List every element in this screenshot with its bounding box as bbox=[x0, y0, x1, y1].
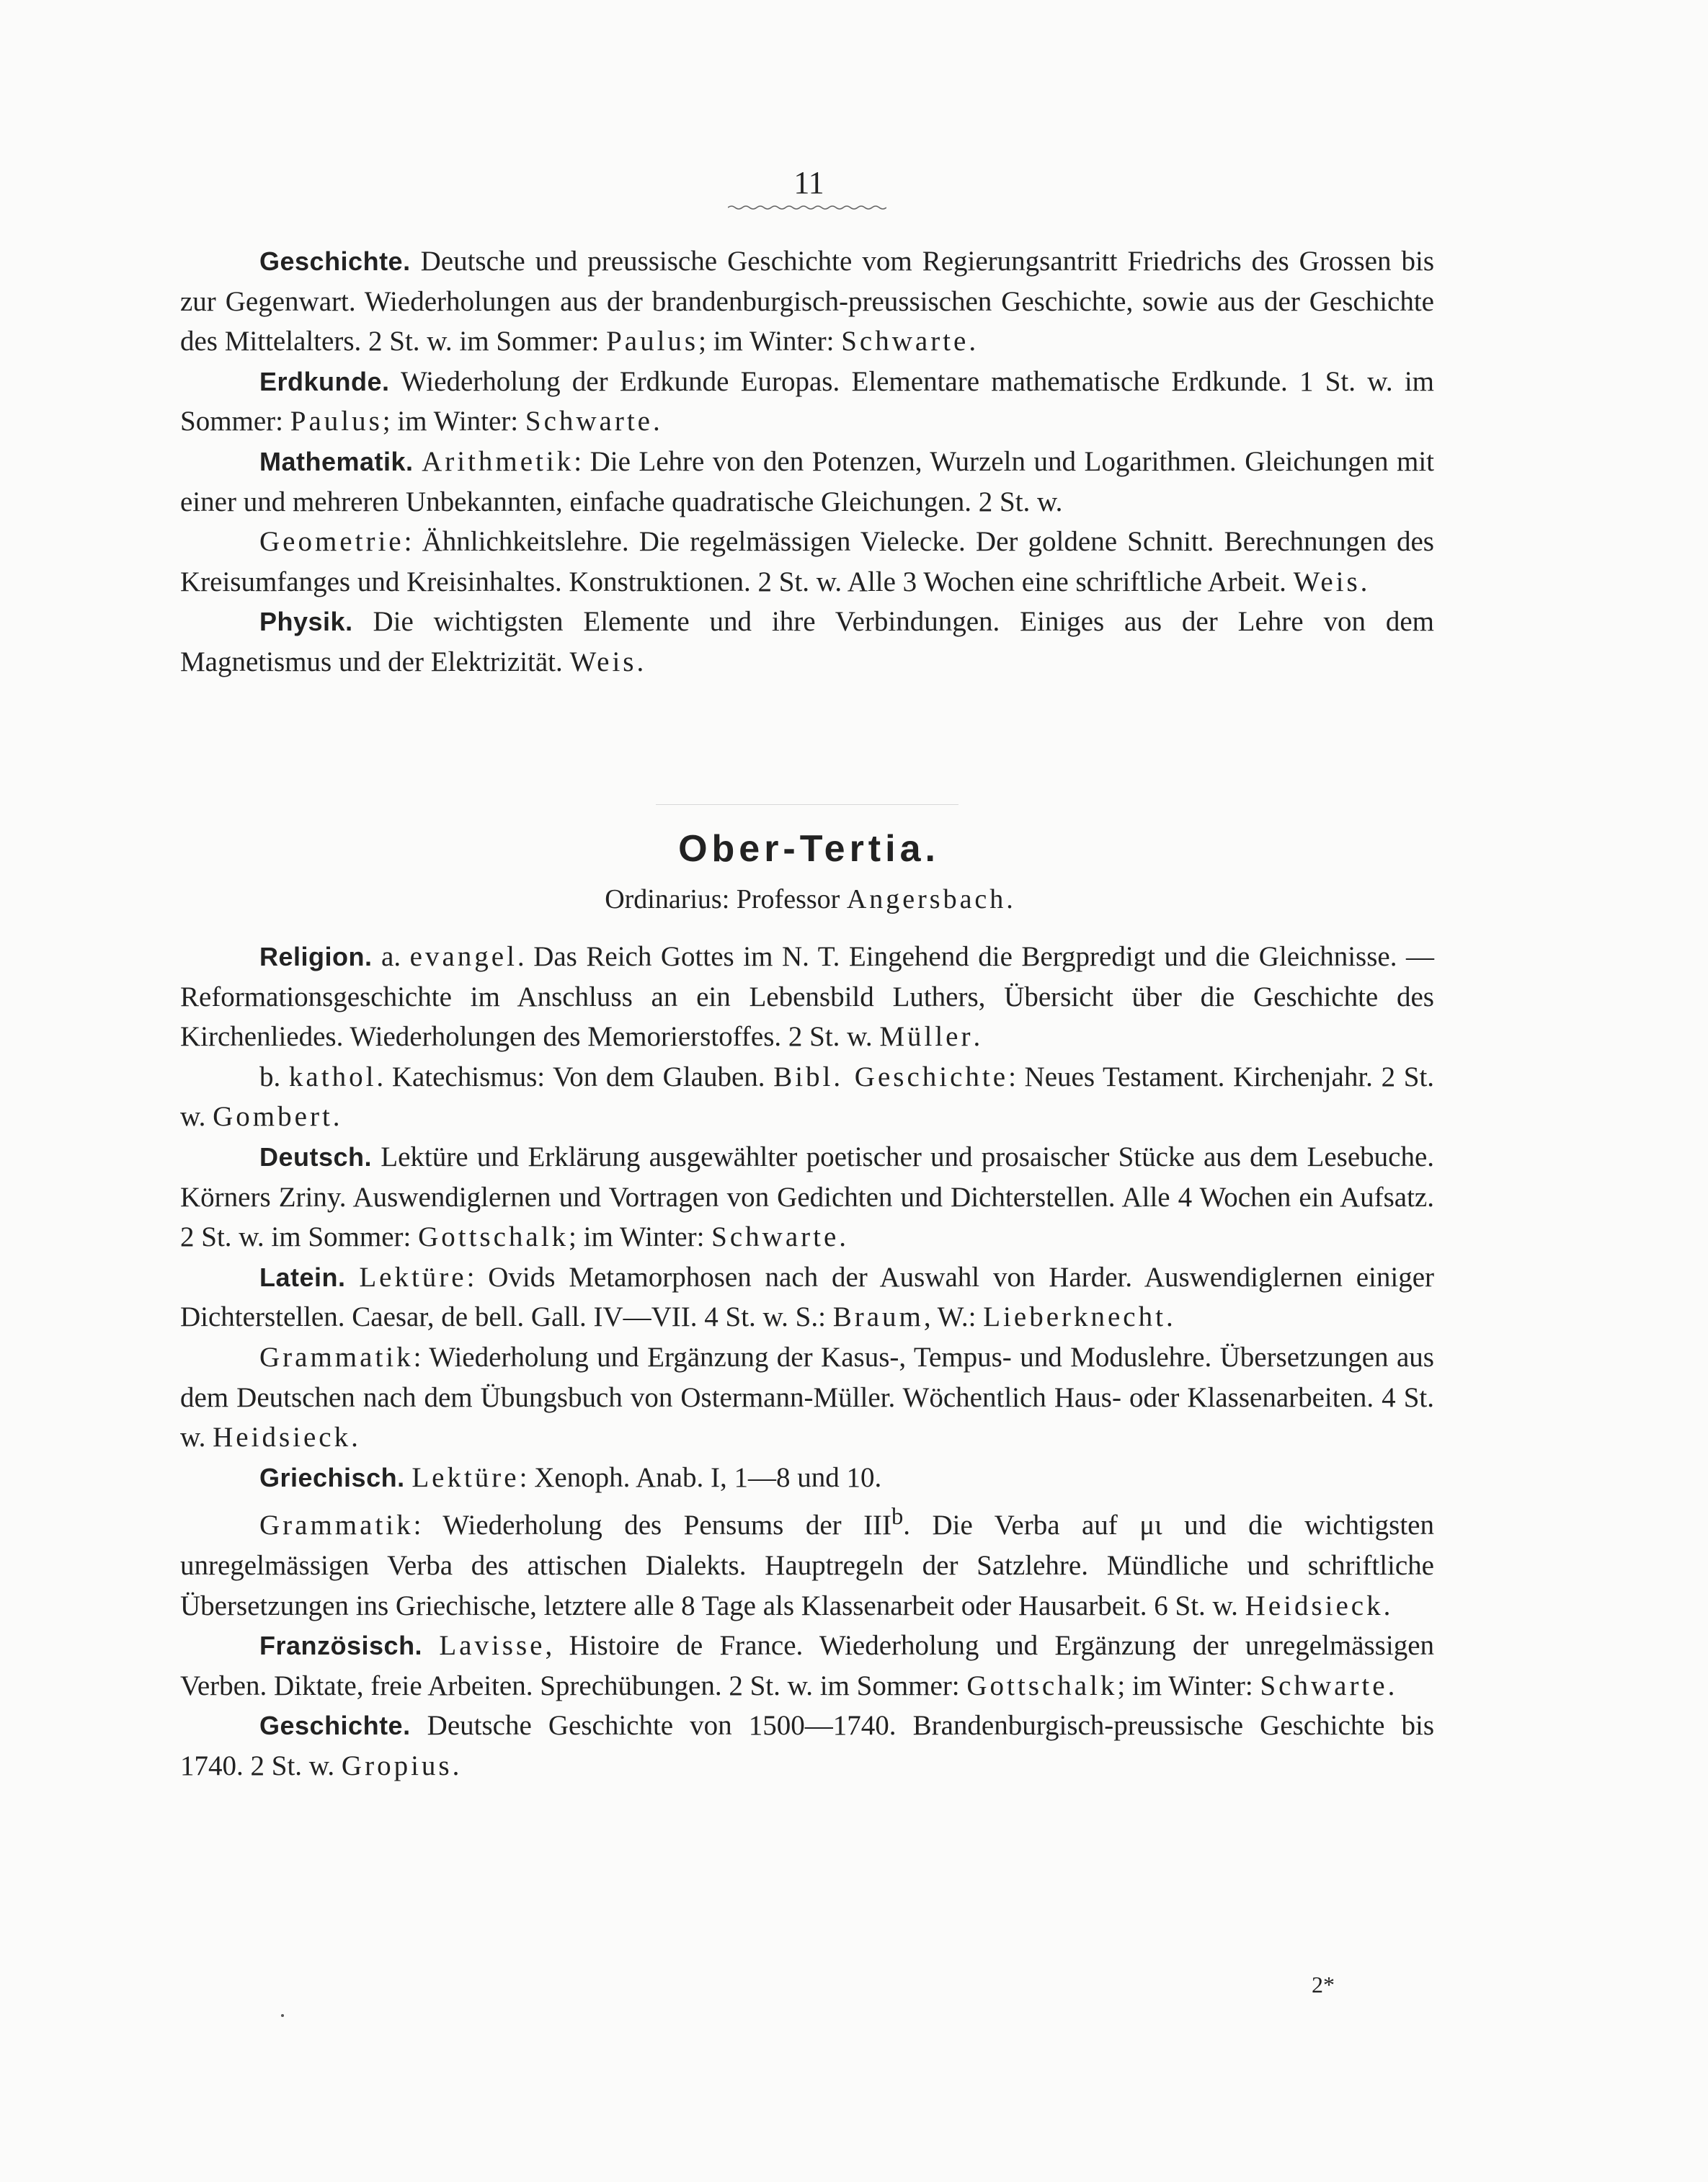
subject-heading: Religion. bbox=[259, 942, 373, 971]
ordinarius-text: . bbox=[1006, 884, 1013, 914]
paragraph-spaced-name: Müller bbox=[879, 1021, 974, 1053]
paragraph-text: Die wichtigsten Elemente und ihre Verbindungen. Einiges aus der Lehre von dem Magnetismus und der Elektrizität. bbox=[180, 606, 1434, 677]
paragraph-spaced-name: evangel bbox=[409, 941, 517, 972]
paragraph-text: . bbox=[1360, 566, 1368, 597]
paragraph-text: . bbox=[839, 1221, 847, 1253]
paragraph-spaced-name: Paulus bbox=[290, 406, 383, 437]
paragraph-text: : Wiederholung und Ergänzung der Kasus-, Tempus- und Moduslehre. Übersetzungen aus dem Deutschen nach dem Übungsbuch von Ostermann-Müller. Wöchentlich Haus- oder Klassenarbeiten. 4 St. w. bbox=[180, 1341, 1434, 1453]
paragraph-text: : Die Lehre von den Potenzen, Wurzeln und Logarithmen. Gleichungen mit einer und mehreren Unbekannten, einfache quadratische Gleichungen. 2 St. w. bbox=[180, 445, 1434, 517]
subject-heading: Mathematik. bbox=[259, 446, 414, 476]
curriculum-section-ober-tertia bbox=[180, 937, 1434, 1786]
signature-mark: 2* bbox=[1312, 1972, 1335, 1998]
subject-heading: Physik. bbox=[259, 607, 353, 637]
paragraph-spaced-name: kathol bbox=[288, 1061, 377, 1092]
paragraph-text: . bbox=[1165, 1301, 1173, 1333]
subject-heading: Latein. bbox=[259, 1262, 346, 1292]
paragraph-text: . bbox=[1387, 1670, 1395, 1701]
paragraph-spaced-name: Schwarte bbox=[711, 1221, 840, 1253]
subject-paragraph bbox=[180, 1337, 1434, 1458]
subject-heading: Erdkunde. bbox=[259, 366, 390, 396]
paragraph-spaced-name: Gropius bbox=[341, 1750, 453, 1781]
paragraph-text: . bbox=[652, 406, 660, 437]
paragraph-text bbox=[414, 446, 422, 477]
paragraph-spaced-name: Grammatik bbox=[259, 1341, 414, 1373]
class-heading: Ober-Tertia. bbox=[678, 828, 940, 870]
paragraph-text: : Xenoph. Anab. I, 1—8 und 10. bbox=[519, 1461, 882, 1493]
paragraph-text: . bbox=[452, 1750, 460, 1781]
paragraph-text: . bbox=[351, 1422, 358, 1453]
paragraph-text: ; im Winter: bbox=[1117, 1670, 1260, 1701]
paragraph-text: Wiederholung der Erdkunde Europas. Elementare mathematische Erdkunde. 1 St. w. im Sommer: bbox=[180, 365, 1434, 437]
paragraph-text bbox=[405, 1462, 412, 1493]
ordinarius-line bbox=[0, 881, 1618, 918]
subject-paragraph bbox=[180, 1257, 1434, 1337]
wavy-ornament-rule bbox=[728, 205, 886, 210]
paragraph-spaced-name: Gottschalk bbox=[418, 1221, 569, 1253]
paragraph-text: a. bbox=[372, 941, 410, 972]
paragraph-spaced-name: Grammatik bbox=[259, 1510, 414, 1541]
subject-paragraph bbox=[180, 1626, 1434, 1706]
subject-paragraph bbox=[180, 1137, 1434, 1257]
paragraph-text: . bbox=[1383, 1590, 1391, 1621]
paragraph-spaced-name: Gottschalk bbox=[966, 1670, 1118, 1701]
paragraph-text: . bbox=[332, 1101, 340, 1133]
paragraph-spaced-name: Heidsieck bbox=[213, 1422, 352, 1453]
paragraph-text: ; im Winter: bbox=[569, 1221, 712, 1253]
paragraph-spaced-name: Schwarte bbox=[1260, 1670, 1388, 1701]
paragraph-text: , Histoire de France. Wiederholung und Ergänzung der unregelmässigen Verben. Diktate, freie Arbeiten. Sprechübungen. 2 St. w. im Sommer: bbox=[180, 1630, 1435, 1701]
paragraph-text: Lektüre und Erklärung ausgewählter poetischer und prosaischer Stücke aus dem Lesebuche. Körners Zriny. Auswendiglernen und Vortragen von Gedichten und Dichterstellen. Alle 4 Wochen ein Aufsatz. 2 St. w. im Sommer: bbox=[180, 1141, 1434, 1253]
page-number: 11 bbox=[793, 165, 824, 200]
paragraph-text: : Ovids Metamorphosen nach der Auswahl von Harder. Auswendiglernen einiger Dichterstellen. Caesar, de bell. Gall. IV—VII. 4 St. w. S.: bbox=[180, 1261, 1435, 1333]
paragraph-spaced-name: Weis bbox=[569, 646, 637, 677]
ordinarius-text: Ordinarius: Professor bbox=[605, 884, 847, 914]
subject-heading: Französisch. bbox=[259, 1631, 423, 1661]
paragraph-text: : Wiederholung des Pensums der III bbox=[413, 1510, 892, 1541]
subject-heading: Geschichte. bbox=[259, 1711, 411, 1741]
paragraph-spaced-name: Lektüre bbox=[412, 1461, 520, 1493]
paragraph-text: . Katechismus: Von dem Glauben. bbox=[376, 1061, 774, 1092]
subject-paragraph bbox=[180, 1706, 1434, 1786]
paragraph-text: b. bbox=[259, 1061, 289, 1092]
subject-paragraph bbox=[180, 937, 1434, 1057]
paragraph-spaced-name: Paulus bbox=[606, 326, 699, 357]
paper-speck bbox=[281, 2014, 284, 2017]
paragraph-superscript: b bbox=[891, 1504, 904, 1531]
paragraph-spaced-name: Braum bbox=[832, 1301, 924, 1333]
paragraph-text: ; im Winter: bbox=[382, 406, 525, 437]
paragraph-text: : Ähnlichkeitslehre. Die regelmässigen Vielecke. Der goldene Schnitt. Berechnungen des Kreisumfanges und Kreisinhaltes. Konstruktionen. 2 St. w. Alle 3 Wochen eine schriftliche Arbeit. bbox=[180, 526, 1434, 597]
paragraph-text: . Die Verba auf μι und die wichtigsten unregelmässigen Verba des attischen Dialekts. Hauptregeln der Satzlehre. Mündliche und schriftliche Übersetzungen ins Griechische, letztere alle 8 Tage als Klassenarbeit oder Hausarbeit. 6 St. w. bbox=[180, 1510, 1434, 1621]
subject-paragraph bbox=[180, 522, 1434, 602]
paragraph-spaced-name: Schwarte bbox=[841, 326, 969, 357]
subject-paragraph bbox=[180, 602, 1434, 682]
paragraph-spaced-name: Schwarte bbox=[525, 406, 653, 437]
section-divider bbox=[656, 804, 958, 805]
subject-paragraph bbox=[180, 1057, 1434, 1137]
subject-paragraph bbox=[180, 442, 1434, 522]
paragraph-text: . Das Reich Gottes im N. T. Eingehend die Bergpredigt und die Gleichnisse. — Reformationsgeschichte im Anschluss an ein Lebensbild Luthers, Übersicht über die Geschichte des Kirchenliedes. Wiederholungen des Memorierstoffes. 2 St. w. bbox=[180, 941, 1434, 1053]
paragraph-spaced-name: Arithmetik bbox=[422, 445, 574, 477]
subject-heading: Griechisch. bbox=[259, 1462, 405, 1492]
paragraph-text: . bbox=[969, 326, 977, 357]
paragraph-text: Deutsche Geschichte von 1500—1740. Brandenburgisch-preussische Geschichte bis 1740. 2 St. w. bbox=[180, 1710, 1434, 1781]
subject-heading: Geschichte. bbox=[259, 246, 411, 276]
paragraph-text bbox=[346, 1262, 360, 1293]
subject-heading: Deutsch. bbox=[259, 1141, 373, 1172]
paragraph-spaced-name: Lektüre bbox=[359, 1261, 467, 1293]
paragraph-spaced-name: Lieberknecht bbox=[983, 1301, 1166, 1333]
subject-paragraph bbox=[180, 1458, 1434, 1498]
paragraph-text: , W.: bbox=[923, 1301, 984, 1333]
paragraph-spaced-name: Weis bbox=[1293, 566, 1361, 597]
paragraph-text: . bbox=[973, 1021, 981, 1053]
paragraph-spaced-name: Gombert bbox=[213, 1101, 333, 1133]
subject-paragraph bbox=[180, 362, 1434, 442]
paragraph-text: ; im Winter: bbox=[698, 326, 842, 357]
paragraph-text bbox=[422, 1630, 439, 1661]
ordinarius-spaced-name: Angersbach bbox=[846, 884, 1007, 914]
paragraph-text: Deutsche und preussische Geschichte vom Regierungsantritt Friedrichs des Grossen bis zur Gegenwart. Wiederholungen aus der brandenburgisch-preussischen Geschichte, sowie aus der Geschichte des Mittelalters. 2 St. w. im Sommer: bbox=[180, 246, 1434, 357]
paragraph-spaced-name: Geometrie bbox=[259, 526, 404, 558]
paragraph-spaced-name: Heidsieck bbox=[1245, 1590, 1384, 1621]
paragraph-spaced-name: Bibl. Geschichte bbox=[773, 1061, 1009, 1092]
paragraph-text: : Neues Testament. Kirchenjahr. 2 St. w. bbox=[180, 1061, 1435, 1133]
curriculum-section-previous-class bbox=[180, 241, 1434, 682]
subject-paragraph bbox=[180, 241, 1434, 362]
paragraph-spaced-name: Lavisse bbox=[439, 1630, 546, 1662]
subject-paragraph bbox=[180, 1497, 1434, 1626]
paragraph-text: . bbox=[636, 646, 644, 677]
